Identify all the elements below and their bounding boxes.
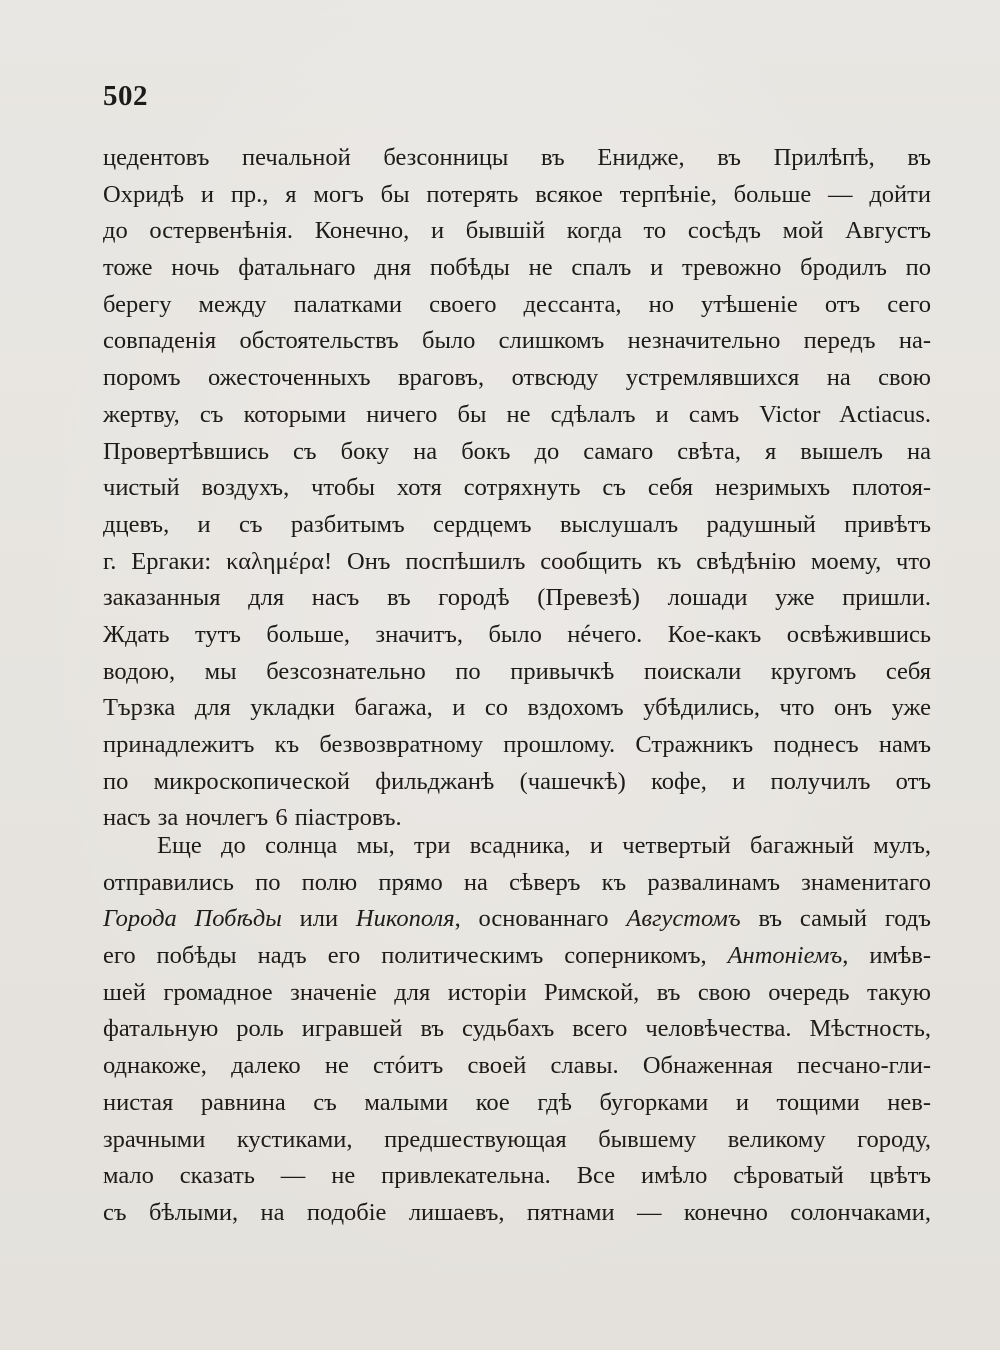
- text-line: заказанныя для насъ въ городѣ (Превезѣ) лошади уже пришли.: [103, 584, 931, 612]
- text-line: однакоже, далеко не стóитъ своей славы. Обнаженная песчано-гли-: [103, 1052, 931, 1080]
- text-line: жертву, съ которыми ничего бы не сдѣлалъ и самъ Victor Actiacus.: [103, 400, 931, 428]
- text-line: нистая равнина съ малыми кое гдѣ бугорками и тощими нев-: [103, 1088, 931, 1116]
- text-line: фатальную роль игравшей въ судьбахъ всего человѣчества. Мѣстность,: [103, 1015, 931, 1043]
- italic-phrase: Города Побѣды: [103, 905, 282, 933]
- text-line: [103, 901, 931, 938]
- text-line: поромъ ожесточенныхъ враговъ, отвсюду устремлявшихся на свою: [103, 364, 931, 392]
- page-number: 502: [103, 80, 148, 112]
- text-line: зрачными кустиками, предшествующая бывшему великому городу,: [103, 1125, 931, 1153]
- text-line: мало сказать — не привлекательна. Все имѣло сѣроватый цвѣтъ: [103, 1162, 931, 1190]
- text-line: Еще до солнца мы, три всадника, и четвертый багажный мулъ,: [157, 832, 931, 859]
- text-segment: , имѣв-: [842, 942, 931, 970]
- text-line: насъ за ночлегъ 6 піастровъ.: [103, 804, 402, 832]
- italic-phrase: Августомъ: [626, 905, 741, 933]
- text-segment: , основаннаго: [454, 905, 627, 933]
- text-line: водою, мы безсознательно по привычкѣ поискали кругомъ себя: [103, 657, 931, 685]
- text-segment: или: [281, 905, 356, 933]
- text-line: съ бѣлыми, на подобіе лишаевъ, пятнами — конечно солончаками,: [103, 1198, 931, 1226]
- text-line: дцевъ, и съ разбитымъ сердцемъ выслушалъ радушный привѣтъ: [103, 510, 931, 538]
- text-line: Провертѣвшись съ боку на бокъ до самаго свѣта, я вышелъ на: [103, 437, 931, 465]
- paragraph-2: [103, 828, 931, 1232]
- text-line: чистый воздухъ, чтобы хотя сотряхнуть съ себя незримыхъ плотоя-: [103, 474, 931, 502]
- text-segment: въ самый годъ: [740, 905, 931, 933]
- text-segment: его побѣды надъ его политическимъ соперникомъ,: [103, 942, 728, 970]
- text-line: совпаденія обстоятельствъ было слишкомъ незначительно передъ на-: [103, 327, 931, 355]
- italic-phrase: Никополя: [355, 905, 455, 933]
- text-line: до остервенѣнія. Конечно, и бывшій когда то сосѣдъ мой Августъ: [103, 217, 931, 245]
- text-line: [103, 938, 931, 975]
- text-line: цедентовъ печальной безсонницы въ Енидже, въ Прилѣпѣ, въ: [103, 144, 931, 171]
- text-line: принадлежитъ къ безвозвратному прошлому. Стражникъ поднесъ намъ: [103, 731, 931, 758]
- text-line: берегу между палатками своего дессанта, но утѣшеніе отъ сего: [103, 290, 931, 318]
- text-line: Охридѣ и пр., я могъ бы потерять всякое терпѣніе, больше — дойти: [103, 180, 931, 208]
- text-line: тоже ночь фатальнаго дня побѣды не спалъ и тревожно бродилъ по: [103, 254, 931, 282]
- paragraph-1: [103, 140, 931, 837]
- text-line: шей громадное значеніе для исторіи Римской, въ свою очередь такую: [103, 978, 931, 1006]
- text-line: Тързка для укладки багажа, и со вздохомъ убѣдились, что онъ уже: [103, 694, 931, 722]
- text-line: отправились по полю прямо на сѣверъ къ развалинамъ знаменитаго: [103, 868, 931, 896]
- text-line: г. Ергаки: καλημέρα! Онъ поспѣшилъ сообщить къ свѣдѣнію моему, что: [103, 547, 931, 575]
- text-line: по микроскопической фильджанѣ (чашечкѣ) кофе, и получилъ отъ: [103, 767, 931, 795]
- text-line: Ждать тутъ больше, значитъ, было нéчего. Кое-какъ освѣжившись: [103, 620, 931, 648]
- italic-phrase: Антоніемъ: [727, 942, 843, 970]
